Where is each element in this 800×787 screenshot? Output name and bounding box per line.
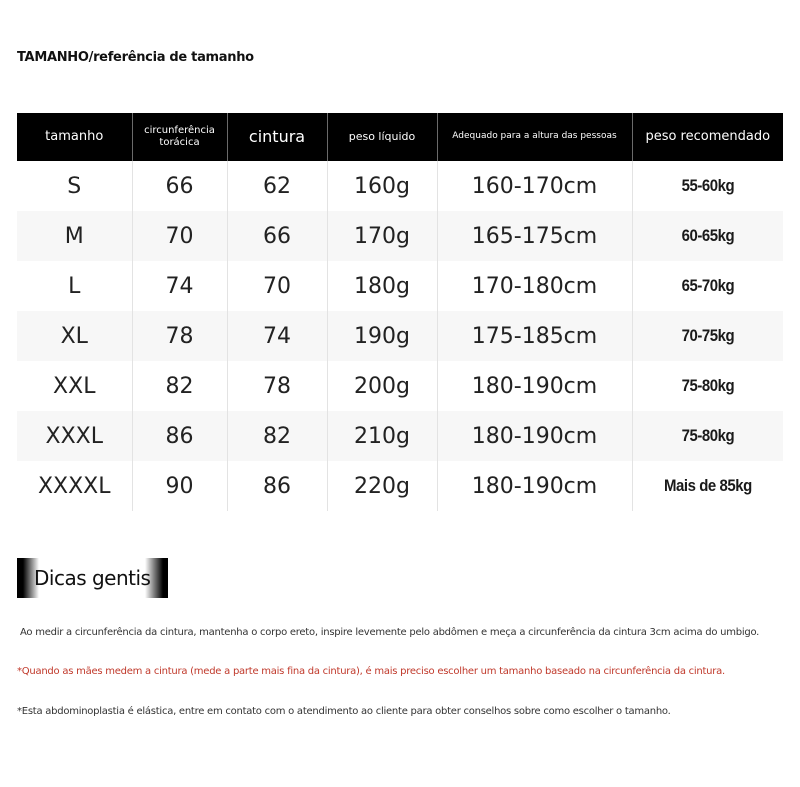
- cell-altura: 180-190cm: [437, 361, 632, 411]
- table-row: [17, 161, 783, 211]
- cell-circunferencia: 74: [132, 261, 227, 311]
- cell-peso-recomendado: [632, 461, 783, 511]
- size-chart-table: [17, 113, 783, 511]
- cell-cintura: 78: [227, 361, 327, 411]
- cell-peso-liquido: 160g: [327, 161, 437, 211]
- cell-circunferencia: 70: [132, 211, 227, 261]
- cell-peso-recomendado-value: 75-80kg: [681, 426, 735, 445]
- tip-mothers-waist: *Quando as mães medem a cintura (mede a parte mais fina da cintura), é mais preciso escolher um tamanho baseado na circunferência da cintura.: [17, 666, 725, 677]
- table-header-row: [17, 113, 783, 161]
- cell-cintura: 86: [227, 461, 327, 511]
- table-row: [17, 411, 783, 461]
- cell-peso-recomendado-value: 65-70kg: [681, 276, 735, 295]
- cell-peso-recomendado: [632, 211, 783, 261]
- cell-peso-liquido: 190g: [327, 311, 437, 361]
- cell-peso-recomendado: [632, 311, 783, 361]
- cell-cintura: 62: [227, 161, 327, 211]
- header-circunferencia-toracica: circunferência torácica: [132, 113, 227, 161]
- cell-circunferencia: 66: [132, 161, 227, 211]
- cell-tamanho: L: [17, 261, 132, 311]
- header-peso-liquido: peso líquido: [327, 113, 437, 161]
- cell-peso-recomendado-value: Mais de 85kg: [663, 476, 752, 495]
- cell-peso-recomendado-value: 75-80kg: [681, 376, 735, 395]
- tips-heading: [17, 558, 168, 598]
- cell-altura: 160-170cm: [437, 161, 632, 211]
- cell-peso-recomendado: [632, 361, 783, 411]
- cell-circunferencia: 78: [132, 311, 227, 361]
- page-title: TAMANHO/referência de tamanho: [17, 50, 254, 65]
- table-row: [17, 211, 783, 261]
- cell-peso-recomendado: [632, 261, 783, 311]
- table-row: [17, 311, 783, 361]
- header-cintura: cintura: [227, 113, 327, 161]
- cell-peso-liquido: 170g: [327, 211, 437, 261]
- cell-peso-liquido: 200g: [327, 361, 437, 411]
- tip-waist-measurement: Ao medir a circunferência da cintura, mantenha o corpo ereto, inspire levemente pelo abdômen e meça a circunferência da cintura 3cm acima do umbigo.: [20, 627, 760, 638]
- cell-tamanho: XXXXL: [17, 461, 132, 511]
- cell-tamanho: M: [17, 211, 132, 261]
- cell-tamanho: XXL: [17, 361, 132, 411]
- header-altura: Adequado para a altura das pessoas: [437, 113, 632, 161]
- table-body: [17, 161, 783, 511]
- table-row: [17, 361, 783, 411]
- cell-altura: 175-185cm: [437, 311, 632, 361]
- cell-altura: 170-180cm: [437, 261, 632, 311]
- cell-peso-liquido: 180g: [327, 261, 437, 311]
- cell-tamanho: S: [17, 161, 132, 211]
- cell-cintura: 66: [227, 211, 327, 261]
- cell-altura: 165-175cm: [437, 211, 632, 261]
- cell-peso-recomendado-value: 60-65kg: [681, 226, 735, 245]
- cell-peso-recomendado-value: 55-60kg: [681, 176, 735, 195]
- header-peso-recomendado: peso recomendado: [632, 113, 783, 161]
- cell-circunferencia: 90: [132, 461, 227, 511]
- cell-peso-liquido: 220g: [327, 461, 437, 511]
- table-row: [17, 261, 783, 311]
- cell-circunferencia: 86: [132, 411, 227, 461]
- header-tamanho: tamanho: [17, 113, 132, 161]
- cell-cintura: 70: [227, 261, 327, 311]
- cell-peso-recomendado: [632, 161, 783, 211]
- cell-circunferencia: 82: [132, 361, 227, 411]
- cell-tamanho: XL: [17, 311, 132, 361]
- table-row: [17, 461, 783, 511]
- tip-elastic-note: *Esta abdominoplastia é elástica, entre em contato com o atendimento ao cliente para obter conselhos sobre como escolher o tamanho.: [17, 706, 671, 717]
- cell-cintura: 82: [227, 411, 327, 461]
- cell-tamanho: XXXL: [17, 411, 132, 461]
- cell-peso-recomendado-value: 70-75kg: [681, 326, 735, 345]
- cell-cintura: 74: [227, 311, 327, 361]
- tips-heading-label: Dicas gentis: [34, 566, 151, 590]
- cell-altura: 180-190cm: [437, 411, 632, 461]
- cell-peso-recomendado: [632, 411, 783, 461]
- cell-altura: 180-190cm: [437, 461, 632, 511]
- cell-peso-liquido: 210g: [327, 411, 437, 461]
